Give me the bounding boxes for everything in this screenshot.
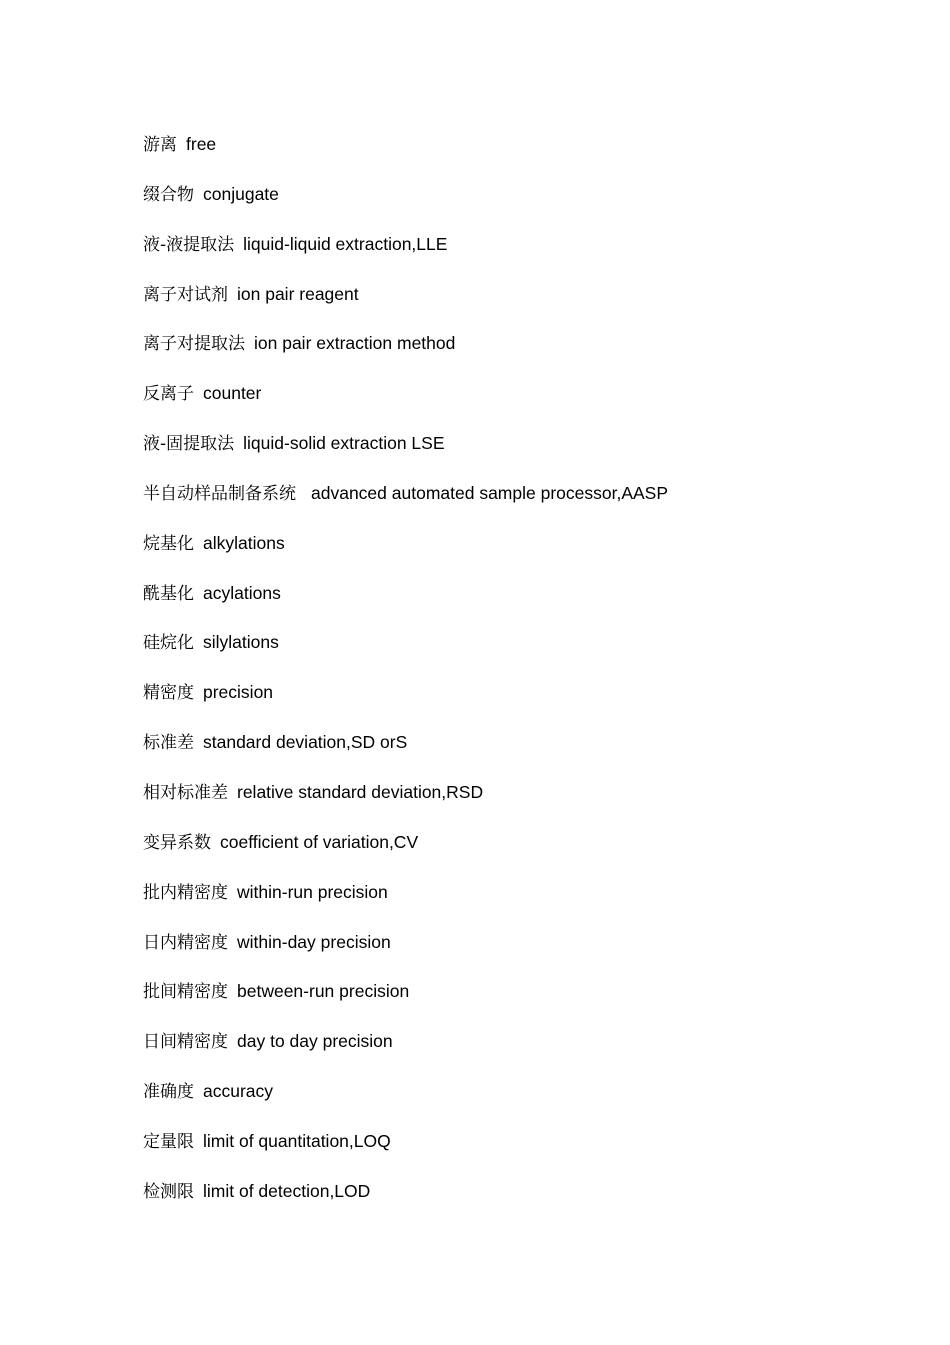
term-chinese: 标准差 [143,733,194,754]
glossary-entry [143,1178,668,1228]
glossary-entry [143,231,668,281]
term-english: liquid-solid extraction LSE [243,433,445,454]
term-english: limit of quantitation,LOQ [203,1130,391,1151]
term-chinese: 日内精密度 [143,932,228,953]
glossary-entry [143,1078,668,1128]
term-english: between-run precision [237,981,410,1002]
glossary-entry [143,729,668,779]
glossary-entry [143,281,668,331]
term-english: accuracy [203,1081,274,1102]
glossary-entry [143,380,668,430]
term-english: ion pair reagent [237,283,359,304]
glossary-entry [143,629,668,679]
glossary-entry [143,679,668,729]
term-chinese: 半自动样品制备系统 [143,483,296,504]
term-chinese: 液-液提取法 [143,234,235,255]
term-english: advanced automated sample processor,AASP [311,482,669,503]
term-chinese: 批内精密度 [143,882,228,903]
term-chinese: 定量限 [143,1131,194,1152]
term-english: relative standard deviation,RSD [237,781,484,802]
glossary-entry [143,580,668,630]
term-chinese: 日间精密度 [143,1032,228,1053]
term-chinese: 精密度 [143,683,194,704]
term-english: within-run precision [237,881,388,902]
term-chinese: 变异系数 [143,832,211,853]
glossary-entry [143,978,668,1028]
term-chinese: 酰基化 [143,583,194,604]
term-chinese: 游离 [143,135,177,155]
glossary-entry [143,430,668,480]
glossary-entry [143,480,668,530]
term-chinese: 液-固提取法 [143,434,235,455]
term-english: alkylations [203,532,285,553]
term-english: coefficient of variation,CV [220,831,419,852]
term-english: precision [203,682,274,703]
term-chinese: 批间精密度 [143,982,228,1003]
term-english: limit of detection,LOD [203,1180,371,1201]
glossary-entry [143,779,668,829]
glossary-list [143,131,668,1228]
glossary-entry [143,181,668,231]
term-chinese: 硅烷化 [143,633,194,654]
term-chinese: 烷基化 [143,533,194,554]
term-chinese: 缀合物 [143,184,194,205]
glossary-entry [143,131,668,181]
term-chinese: 检测限 [143,1181,194,1202]
term-english: day to day precision [237,1031,393,1052]
glossary-entry [143,1028,668,1078]
term-english: ion pair extraction method [254,333,456,354]
term-english: within-day precision [237,931,391,952]
term-english: free [186,134,217,154]
term-chinese: 离子对提取法 [143,334,245,355]
term-english: standard deviation,SD orS [203,732,408,753]
term-chinese: 准确度 [143,1082,194,1103]
glossary-entry [143,330,668,380]
term-chinese: 反离子 [143,384,194,405]
term-english: conjugate [203,183,279,204]
term-english: counter [203,383,262,404]
glossary-entry [143,829,668,879]
glossary-entry [143,879,668,929]
glossary-entry [143,929,668,979]
term-english: silylations [203,632,279,653]
term-english: liquid-liquid extraction,LLE [243,233,448,254]
glossary-entry [143,530,668,580]
term-chinese: 相对标准差 [143,782,228,803]
glossary-entry [143,1128,668,1178]
term-chinese: 离子对试剂 [143,284,228,305]
term-english: acylations [203,582,281,603]
